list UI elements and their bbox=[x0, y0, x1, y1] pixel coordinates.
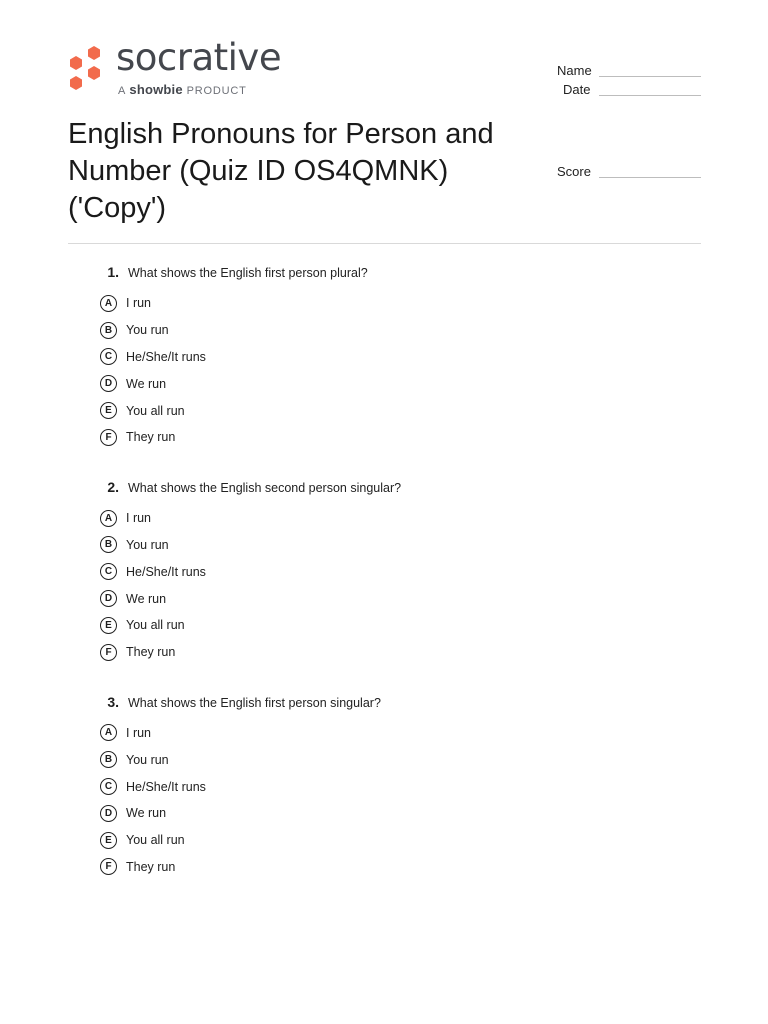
answer-option bbox=[100, 317, 660, 344]
name-line bbox=[599, 76, 701, 77]
answer-text: You all run bbox=[126, 833, 185, 848]
answer-option bbox=[100, 827, 660, 854]
answer-letter: F bbox=[100, 858, 117, 875]
question-number: 3. bbox=[107, 693, 119, 710]
answer-letter: C bbox=[100, 563, 117, 580]
answer-letter: A bbox=[100, 724, 117, 741]
answer-list bbox=[100, 720, 660, 881]
question-header bbox=[100, 264, 660, 286]
answer-letter: D bbox=[100, 590, 117, 607]
answer-text: They run bbox=[126, 859, 176, 874]
question bbox=[100, 694, 660, 881]
answer-letter: E bbox=[100, 402, 117, 419]
score-label: Score bbox=[557, 164, 591, 179]
score-field bbox=[557, 164, 591, 179]
answer-option bbox=[100, 290, 660, 317]
answer-option bbox=[100, 773, 660, 800]
answer-text: He/She/It runs bbox=[126, 779, 206, 794]
brand-name: socrative bbox=[116, 36, 282, 79]
answer-text: They run bbox=[126, 430, 176, 445]
answer-text: You run bbox=[126, 323, 169, 338]
answer-option bbox=[100, 558, 660, 585]
header-divider bbox=[68, 243, 701, 244]
answer-option bbox=[100, 612, 660, 639]
answer-option bbox=[100, 505, 660, 532]
answer-letter: D bbox=[100, 375, 117, 392]
socrative-logo bbox=[66, 36, 306, 98]
question-text: What shows the English second person singular? bbox=[128, 480, 402, 495]
answer-text: We run bbox=[126, 806, 167, 821]
answer-letter: B bbox=[100, 536, 117, 553]
answer-text: You run bbox=[126, 752, 169, 767]
answer-letter: F bbox=[100, 429, 117, 446]
answer-list bbox=[100, 290, 660, 451]
answer-option bbox=[100, 854, 660, 881]
answer-letter: D bbox=[100, 805, 117, 822]
question-text: What shows the English first person singular? bbox=[128, 695, 381, 710]
question-header bbox=[100, 694, 660, 716]
answer-option bbox=[100, 746, 660, 773]
hexagon-logo-icon bbox=[66, 44, 106, 96]
answer-option bbox=[100, 424, 660, 451]
answer-text: I run bbox=[126, 296, 152, 311]
date-line bbox=[599, 95, 701, 96]
question bbox=[100, 479, 660, 666]
answer-letter: A bbox=[100, 295, 117, 312]
answer-text: They run bbox=[126, 645, 176, 660]
answer-text: He/She/It runs bbox=[126, 349, 206, 364]
name-label: Name bbox=[557, 63, 592, 78]
date-field bbox=[563, 82, 590, 97]
question-number: 2. bbox=[107, 478, 119, 495]
question bbox=[100, 264, 660, 451]
score-line bbox=[599, 177, 701, 178]
answer-letter: A bbox=[100, 510, 117, 527]
name-field bbox=[557, 63, 592, 78]
answer-letter: C bbox=[100, 778, 117, 795]
answer-letter: E bbox=[100, 832, 117, 849]
answer-text: I run bbox=[126, 511, 152, 526]
answer-option bbox=[100, 800, 660, 827]
answer-letter: C bbox=[100, 348, 117, 365]
answer-option bbox=[100, 397, 660, 424]
answer-text: You all run bbox=[126, 618, 185, 633]
answer-option bbox=[100, 370, 660, 397]
question-text: What shows the English first person plural? bbox=[128, 266, 368, 280]
answer-text: We run bbox=[126, 591, 167, 606]
question-number: 1. bbox=[107, 264, 119, 280]
brand-tagline: A showbie PRODUCT bbox=[118, 82, 247, 97]
answer-option bbox=[100, 532, 660, 559]
answer-text: You all run bbox=[126, 403, 185, 418]
answer-text: I run bbox=[126, 725, 152, 740]
answer-list bbox=[100, 505, 660, 666]
answer-letter: B bbox=[100, 751, 117, 768]
answer-text: You run bbox=[126, 537, 169, 552]
answer-text: He/She/It runs bbox=[126, 564, 206, 579]
answer-option bbox=[100, 344, 660, 371]
answer-option bbox=[100, 639, 660, 666]
answer-letter: B bbox=[100, 322, 117, 339]
answer-option bbox=[100, 720, 660, 747]
date-label: Date bbox=[563, 82, 591, 97]
answer-text: We run bbox=[126, 376, 167, 391]
quiz-title: English Pronouns for Person and Number (Quiz ID OS4QMNK) ('Copy') bbox=[68, 118, 494, 224]
answer-letter: E bbox=[100, 617, 117, 634]
answer-letter: F bbox=[100, 644, 117, 661]
answer-option bbox=[100, 585, 660, 612]
question-header bbox=[100, 479, 660, 501]
question-list bbox=[100, 264, 660, 908]
